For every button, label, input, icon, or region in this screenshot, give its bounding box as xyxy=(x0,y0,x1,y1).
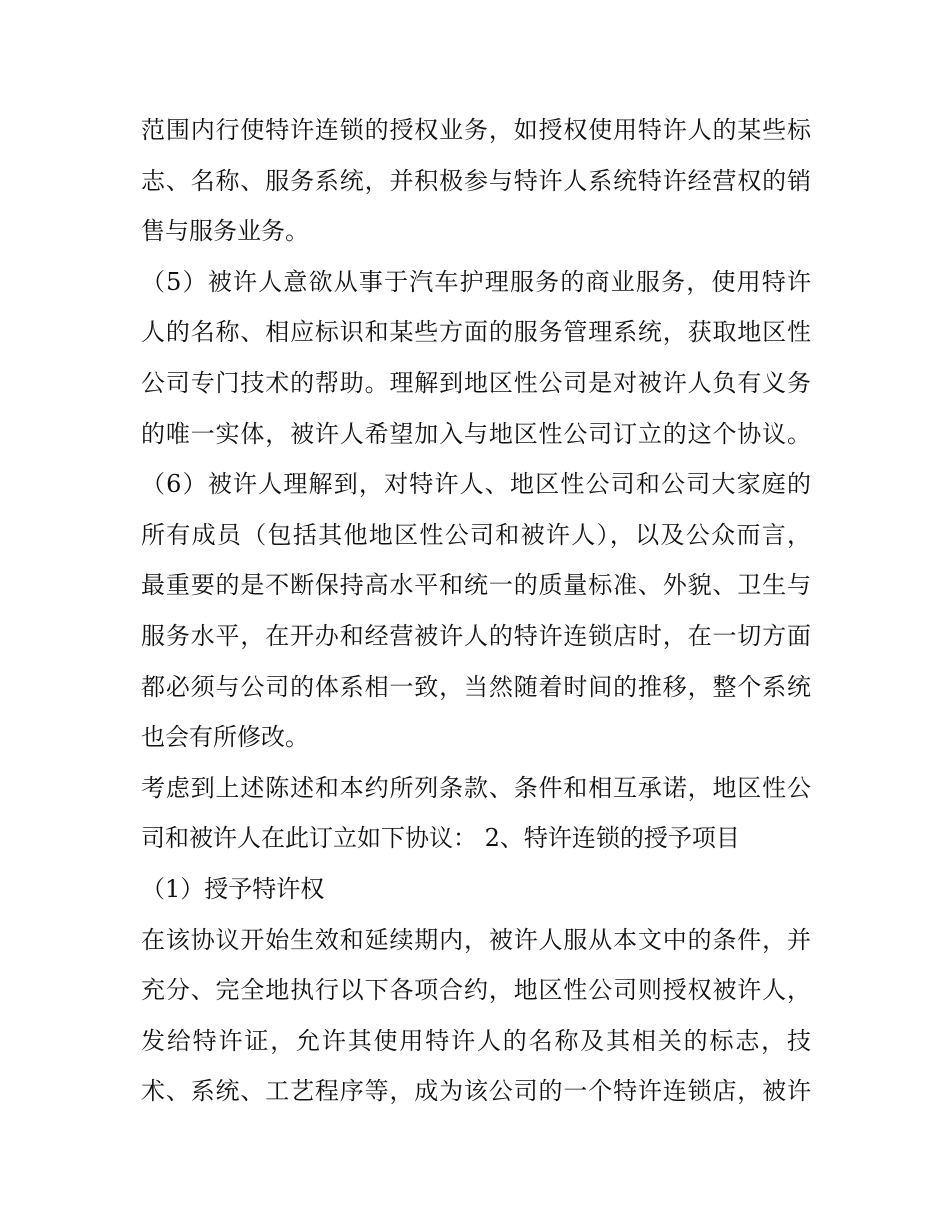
text-line: 发给特许证，允许其使用特许人的名称及其相关的标志，技 xyxy=(141,1026,811,1055)
text-line: 人的名称、相应标识和某些方面的服务管理系统，获取地区性 xyxy=(141,318,811,347)
text-line: 都必须与公司的体系相一致，当然随着时间的推移，整个系统 xyxy=(141,672,811,701)
document-body xyxy=(141,105,811,1117)
text-line: 范围内行使特许连锁的授权业务，如授权使用特许人的某些标 xyxy=(141,116,811,144)
text-line: 服务水平，在开办和经营被许人的特许连锁店时，在一切方面 xyxy=(141,621,811,650)
text-line: 所有成员（包括其他地区性公司和被许人），以及公众而言， xyxy=(141,520,811,549)
text-line: 充分、完全地执行以下各项合约，地区性公司则授权被许人， xyxy=(141,976,811,1005)
text-line: 司和被许人在此订立如下协议： 2、特许连锁的授予项目 xyxy=(141,824,740,853)
text-line: 考虑到上述陈述和本约所列条款、条件和相互承诺，地区性公 xyxy=(141,773,811,802)
text-line: 也会有所修改。 xyxy=(141,723,309,752)
text-line: 志、名称、服务系统，并积极参与特许人系统特许经营权的销 xyxy=(141,166,811,195)
text-line: （5）被许人意欲从事于汽车护理服务的商业服务，使用特许 xyxy=(141,267,811,296)
text-line: 在该协议开始生效和延续期内，被许人服从本文中的条件，并 xyxy=(141,925,811,954)
text-line: 术、系统、工艺程序等，成为该公司的一个特许连锁店，被许 xyxy=(141,1077,811,1106)
text-line: （6）被许人理解到，对特许人、地区性公司和公司大家庭的 xyxy=(141,470,811,499)
text-line: 的唯一实体，被许人希望加入与地区性公司订立的这个协议。 xyxy=(141,419,811,448)
text-line: 最重要的是不断保持高水平和统一的质量标准、外貌、卫生与 xyxy=(141,571,811,600)
text-line: （1）授予特许权 xyxy=(141,874,325,903)
text-line: 售与服务业务。 xyxy=(141,217,309,246)
text-line: 公司专门技术的帮助。理解到地区性公司是对被许人负有义务 xyxy=(141,368,811,397)
